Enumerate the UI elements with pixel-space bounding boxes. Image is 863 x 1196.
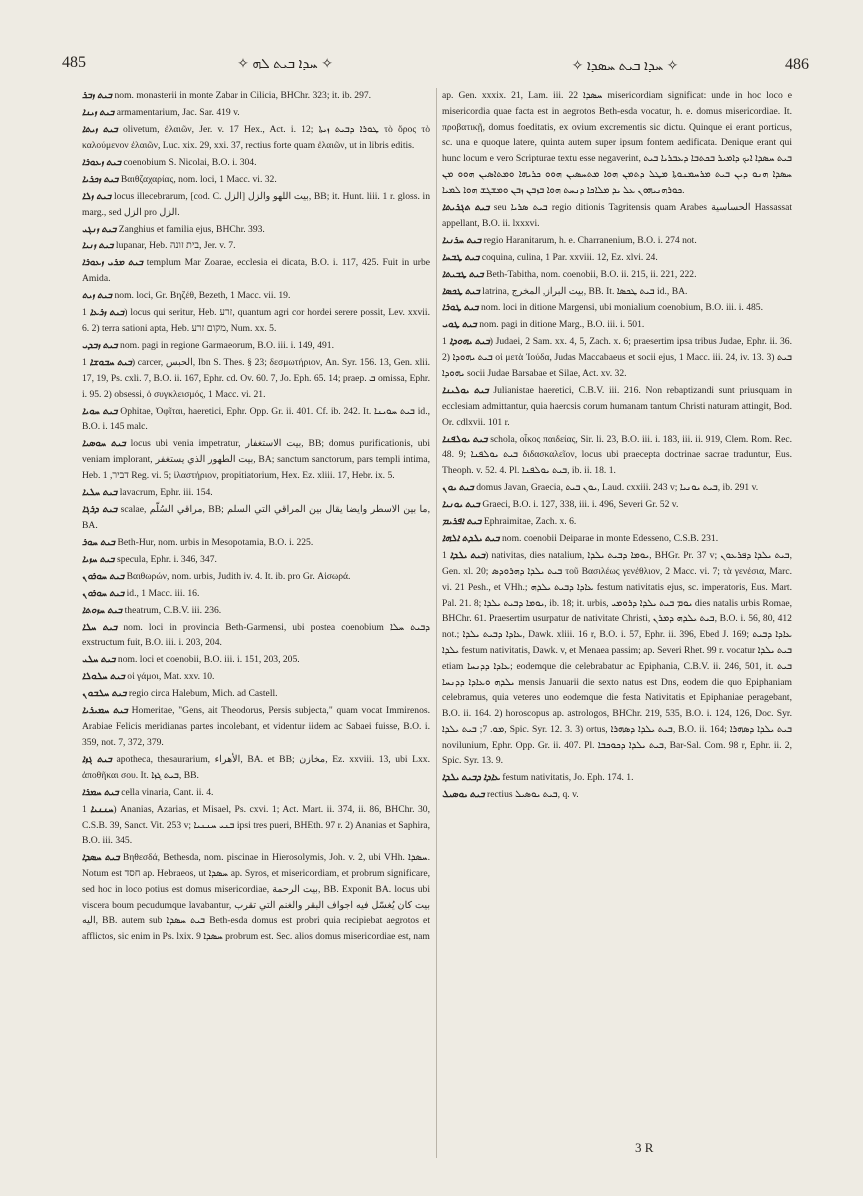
dictionary-entry [82,105,430,121]
dictionary-entry [442,383,792,430]
entry-text: Julianistae haeretici, C.B.V. iii. 216. Non rebaptizandi sunt priusquam in ecclesiam admittantur, quia haercsis corum humanam tantum Christi naturam attingit, Bod. Or. cdlxvii. 101 r. [442,385,793,428]
dictionary-entry [82,88,430,104]
entry-text: nom. monasterii in monte Zabar in Cilicia, BHChr. 323; it. ib. 297. [114,90,372,101]
entry-headword: ܒܝܬ ܐܦܪܝܡ [442,516,482,528]
dictionary-entry [82,255,430,287]
entry-headword: ܒܝܬ ܚܒܘܫܐ [89,357,132,368]
dictionary-entry [82,404,430,436]
entry-headword: ܒܝܬ ܚܠܝܐ [82,486,118,498]
entry-text: specula, Ephr. i. 346, 347. [116,553,217,565]
entry-headword: ܒܝܬ ܝܘܢܝܐ [442,499,480,511]
signature-mark: 3 R [635,1140,654,1155]
entry-headword: ܒܝܬ ܙܝܬܐ [82,123,118,135]
entry-headword: ܒܝܬ ܚܡܝܪܝܐ [82,705,128,717]
entry-text: 1) Ananias, Azarias, et Misael, Ps. cxvi. 1; Act. Mart. ii. 374, ii. 86, BHChr. 30, C.S.B. 39, Sanct. Vit. 253 v; ܒܢܝ ܚܢܢܝܐ ipsi tres pueri, BHEth. 97 r. 2) Ananias et Saphira, B.O. iii. 345. [82,803,430,847]
dictionary-entry [82,535,430,551]
dictionary-entry [442,514,792,530]
dictionary-entry [82,620,430,652]
entry-headword: ܒܝܬ ܛܟܣܐ [442,285,480,297]
dictionary-entry [82,355,430,402]
entry-headword: ܒܝܬ ܝܘܠܦܢܐ [442,433,488,445]
column-divider [436,88,437,1158]
entry-text: nom. loci, Gr. Βηζέθ, Bezeth, 1 Macc. vii. 19. [114,290,291,302]
entry-headword: ܒܝܬ ܚܠܝ [82,654,116,666]
entry-headword: ܒܝܬ ܚܘܪܘܢ [82,570,125,582]
dictionary-entry [82,288,430,304]
entry-text: scalae, مراقي السُلّم, BB; ما بين الاسطر وايضا يقال بين المراقي التي السلم, BA. [82,503,430,531]
entry-text: id., 1 Macc. iii. 16. [126,587,200,599]
entry-headword: ܒܝܬ ܙܝܬ [82,290,113,302]
dictionary-entry [82,172,430,188]
entry-text: Graeci, B.O. i. 127, 338, iii. i. 496, Severi Gr. 52 v. [482,499,679,511]
entry-text: ap. Gen. xxxix. 21, Lam. iii. 22 ܚܣܕܐ misericordiam significat: unde in hoc loco e misericordia quae facta est in aegrotos Beth-esda vocatur, h. e. domus misericordiae. It. προβατικῇ, domus foeditatis, ex ovium excrementis sic dictu. Quinque ei erant porticus, sc. una e quoque latere, quinta autem super ipsum fontem aedificata. Denique erant qui hunc locum e vero Scripturae textu esse negaverint, ܒܝܬ ܚܣܕܐ ܐܝܟ ܕܐܡܝܪ ܒܟܬܒܐ ܕܥܒܪܝܐ ܒܝܬ ܚܣܕܐ ܗܢܘ ܕܝܢ ܒܝܬ ܡܪܚܡܢܘܬܐ ܡܛܠ ܕܬܡܢ ܗܘܐ ܡܬܚܣܝܢ ܗܘܘ ܟܪܝܗܐ ܘܡܬܐܣܝܢ ܗܘܘ ܡܢ ܟܘܪܗܢܝܗܘܢ ܥܠ ܝܕ ܡܠܐܟܐ ܕܢܚܬ ܗܘܐ ܒܙܒܢ ܙܒܢ ܘܡܫܓܫ ܗܘܐ ܠܡܝܐ. [442,90,792,196]
dictionary-entry [442,317,792,333]
dictionary-entry [442,250,792,266]
entry-headword: ܒܝܬ ܚܪܢܝܐ [442,234,482,246]
dictionary-entry [82,850,430,945]
dictionary-entry [442,432,792,479]
entry-text: 1) carcer, الحبس, Ibn S. Thes. § 23; δεσμωτήριον, An. Syr. 156. 13, Gen. xlii. 17, 19, Ps. cxli. 7, B.O. ii. 167, Ephr. cd. Ov. 60. 7, Jo. Eph. 65. 14; praep. ܒ omissa, Ephr. i. 95. 2) obsessi, ὁ συγκλεισμός, 1 Macc. vi. 21. [82,357,431,400]
entry-headword: ܒܝܬ ܚܙܘܬܐ [82,604,123,616]
dictionary-entry [82,669,430,685]
dictionary-entry [442,480,792,496]
entry-text: locus illecebrarum, [cod. C. الزل] بيت اللهو والزل, BB; it. Hunt. liii. 1 r. gloss. in marg., sed الزل pro الزل. [82,190,431,218]
entry-headword: ܒܝܬ ܚܘܪܘܢ [82,587,125,599]
entry-headword: ܒܝܬ ܚܘܪ [82,536,116,548]
page-header [0,50,863,80]
entry-headword: ܒܝܬ ܝܠܕܬ ܐܠܗܐ [442,533,500,545]
entry-text: Zanghius et familia ejus, BHChr. 393. [118,223,265,235]
dictionary-entry [442,267,792,283]
entry-text: templum Mar Zoarae, ecclesia ei dicata, B.O. i. 117, 425. Fuit in urbe Amida. [82,257,430,285]
dictionary-entry [82,586,430,602]
entry-text: coenobium S. Nicolai, B.O. i. 304. [123,156,257,168]
entry-text: 1) Judaei, 2 Sam. xx. 4, 5, Zach. x. 6; praesertim ipsa tribus Judae, Ephr. ii. 36. 2) ܒܝܬ ܝܗܘܕܐ οἱ μετὰ Ἰούδα, Judas Maccabaeus et socii ejus, 1 Macc. iii. 24, iv. 13. 3) ܒܝܬ ܝܗܘܕܐ socii Judae Barsabae et Silae, Act. xv. 32. [442,336,793,380]
entry-text: lavacrum, Ephr. iii. 154. [119,486,213,498]
entry-headword: ܒܝܬ ܚܣܕܐ [82,852,120,864]
dictionary-entry [82,502,430,534]
entry-headword: ܒܝܬ ܝܠܕܐ [450,550,486,562]
entry-text: Βηθεσδά, Bethesda, nom. piscinae in Hierosolymis, Joh. v. 2, ubi VHh. ܚܣܕܐ. Notum est חסד ap. Hebraeos, ut ܚܣܕܐ ap. Syros, et misericordiam, et probrum significare, sed hoc in loco potius est domus misericordiae, بيت الرحمة, BB. Exponit BA. locus ubi viscera boum pecudumque lavabantur, بيت كان يُغسّل فيه اجواف البقر والغنم التي تقرب اليه, BB. autem sub ܒܝܬ ܚܣܕܐ Beth-esda domus est probri quia recipiebat aegrotos et afflictos, sic enim in Ps. lxix. 9 ܚܣܕܐ probrum est. Sec. alios domus misericordiae est, nam [82,852,431,943]
dictionary-entry [442,531,792,547]
left-page-number: 485 [62,54,86,71]
entry-text: nom. loci in provincia Beth-Garmensi, ubi postea coenobium ܕܒܝܬ ܚܠܐ exstructum fuit, B.O. iii. i. 203, 204. [82,621,430,649]
entry-text: Βαιθζαχαρίας, nom. loci, 1 Macc. vi. 32. [120,173,277,185]
entry-headword: ܒܝܬ ܚܠܘܠܐ [82,671,125,683]
entry-headword: ܒܝܬ ܙܒܪ [82,90,113,101]
dictionary-entry [442,497,792,513]
entry-headword: ܒܝܬ ܝܗܘܕܐ [449,336,490,348]
entry-text: nom. coenobii Deiparae in monte Edesseno, C.S.B. 231. [502,533,719,545]
entry-headword: ܒܝܬ ܝܘܠܝܢܐ [442,385,489,397]
left-column [82,88,430,946]
entry-text: nom. loci in ditione Margensi, ubi monialium coenobium, B.O. iii. i. 485. [480,302,764,314]
dictionary-entry [82,686,430,702]
entry-text: rectius ܒܝܬ ܝܘܣܝܠ, q. v. [487,789,579,801]
entry-headword: ܥܐܕܐ ܕܒܝܬ ܝܠܕܐ [442,772,500,784]
dictionary-entry [82,122,430,154]
entry-text: Ophitae, Ὀφῖται, haeretici, Ephr. Opp. Gr. ii. 401. Cf. ib. 242. It. ܒܝܬ ܚܘܝܢܐ id., B.O. i. 145 malc. [82,405,430,433]
entry-headword: ܒܝܬ ܛܘܝ [442,319,477,331]
entry-headword: ܒܝܬ ܝܘܣܝܠ [442,789,485,801]
dictionary-entry [82,802,430,849]
entry-text: locus ubi venia impetratur, بيت الاستغفار, BB; domus purificationis, ubi veniam implorant, بيت الطهور الذي يستغفر, BA; sanctum sanctorum, pars templi intima, Heb. דביר, 1 Reg. vi. 5; ἱλαστήριον, propitiatorium, Hex. Ez. xliii. 17, Hebr. ix. 5. [82,438,430,481]
entry-text: Βαιθωρών, nom. urbis, Judith iv. 4. It. ib. pro Gr. Αἰσωρά. [126,570,351,582]
dictionary-entry [82,785,430,801]
dictionary-entry [82,752,430,784]
entry-headword: ܒܝܬ ܙܒܕܝ [82,340,118,352]
dictionary-entry [442,787,792,803]
entry-text: armamentarium, Jac. Sar. 419 v. [116,106,240,118]
entry-headword: ܒܝܬ ܚܘܣܝܐ [82,438,126,450]
entry-headword: ܒܝܬ ܕܪܓܐ [82,503,118,515]
entry-text: οἱ γάμοι, Mat. xxv. 10. [127,671,215,683]
left-running-head: ✧ ܚܕܐ ܒܝܬ ܠܗ ✧ [237,57,333,72]
dictionary-entry [442,233,792,249]
entry-headword: ܒܝܬ ܙܥܘܪܐ [82,156,122,168]
dictionary-entry [82,436,430,483]
entry-text: Beth-Hur, nom. urbis in Mesopotamia, B.O. i. 225. [117,536,314,548]
dictionary-entry [82,338,430,354]
dictionary-entry [82,652,430,668]
dictionary-entry [82,189,430,221]
entry-headword: ܒܝܬ ܚܡܪܐ [82,786,119,798]
entry-headword: ܒܝܬ ܚܘܝܐ [82,405,118,417]
entry-text: domus Javan, Graecia, ܝܘܢ ܒܝܬ, Laud. cxxiii. 243 v; ܒܝܬ ܝܘܢܝܐ, ib. 291 v. [476,482,759,494]
entry-headword: ܒܝܬ ܚܠܒܘܢ [82,688,127,700]
dictionary-entry [82,238,430,254]
entry-text: seu ܒܝܬ ܣܪܝܐ regio ditionis Tagritensis quam Arabes الحساسية Hassassat appellant, B.O. ii. lxxxvi. [442,201,793,229]
dictionary-entry [442,88,792,199]
dictionary-entry [82,569,430,585]
entry-text: apotheca, thesaurarium, الأهراء, BA. et BB; مخازن, Ez. xxviii. 13, ubi Lxx. ἀποθῆκαι σου. It. ܒܝܬ ܓܙܐ, BB. [82,753,430,781]
right-page-number: 486 [785,56,809,73]
entry-headword: ܒܝܬ ܬܓܪܝܬܐ [442,201,490,213]
right-running-head: ✧ ܚܕܐ ܒܝܬ ܚܣܕܐ ✧ [571,59,679,74]
dictionary-entry [82,305,430,337]
entry-text: 1) nativitas, dies natalium, ܝܘܡܐ ܕܒܝܬ ܝܠܕܐ, BHGr. Pr. 37 v; ܒܝܬ ܝܠܕܐ ܕܦܪܥܘܢ, Gen. xl. 20; ܒܝܬ ܝܠܕܐ ܕܗܪܘܕܣ τοῦ Βασιλέως γενέθλιον, 2 Macc. vi. 7; τὰ γενέσια, Marc. vi. 21 Pesh., et VHh.; ܥܐܕܐ ܕܒܝܬ ܝܠܕܗ festum nativitatis ejus, sc. imperatoris, Eus. Mart. Pal. 21. 8; ܝܘܡܐ ܕܒܝܬ ܝܠܕܐ, ib. 18; it. urbis, ܝܘܡ ܒܝܬ ܝܠܕܐ ܕܪܘܡܝ dies natalis urbis Romae, BHChr. 61. Praesertim usurpatur de nativitate Christi, ܒܝܬ ܝܠܕܗ ܕܡܪܢ, B.O. i. 56, 80, 412 not.; ܥܐܕܐ ܕܒܝܬ ܝܠܕܐ, Dawk. xliii. 16 r, B.O. i. 57, Ephr. ii. 396, Ebed J. 169; ܥܐܕܐ ܕܒܝܬ ܝܠܕܐ festum nativitatis, Dawk. v, et Menaea passim; ap. Severi Rhet. 99 r. vocatur ܒܝܬ ܝܠܕܐ etiam ܥܐܕܐ ܕܕܢܚܐ; eodemque die celebrabatur ac Epiphania, C.B.V. ii. 246, 501, it. ܒܝܬ ܝܠܕܗ ܘܥܐܕܐ ܕܕܢܚܐ mensis Januarii die sexto natus est Dns, eodem die quo Epiphaniam celebramus, quia veteres uno eodemque die festa Nativitatis et Epiphaniae peragebant, B.O. ii. 164. 2) horoscopus ap. astrologos, BHChr. 219, 535, B.O. i. 124, 126, Doc. Syr. ܡܘ. 7; ܒܝܬ ܝܠܕܐ, Spic. Syr. 12. 3. 3) ortus, ܒܝܬ ܝܠܕܐ ܕܣܗܪܐ, B.O. ii. 164; ܒܝܬ ܝܠܕܐ ܕܣܗܪܐ novilunium, Ephr. Opp. Gr. ii. 407. Pl. ܒܝܬ ܝܠܕܐ ܕܟܘܟܒܐ, Bar-Sal. Com. 98 r, Ephr. ii. 2, Spic. Syr. 13. 9. [442,550,793,767]
entry-headword: ܒܝܬ ܙܟܪܝܐ [82,173,119,185]
dictionary-entry [442,300,792,316]
entry-text: coquina, culina, 1 Par. xxviii. 12, Ez. xlvi. 24. [481,251,658,263]
entry-headword: ܚܢܢܝܐ [90,803,114,815]
dictionary-entry [442,284,792,300]
entry-text: regio Haranitarum, h. e. Charranenium, B.O. i. 274 not. [483,234,697,246]
entry-headword: ܒܝܬ ܙܝܢܐ [82,106,115,118]
entry-text: regio circa Halebum, Mich. ad Castell. [128,688,278,700]
entry-headword: ܒܝܬ ܡܪܝ ܙܥܘܪܐ [82,257,143,269]
entry-headword: ܒܝܬ ܓܙܐ [82,753,112,765]
entry-text: 1) locus qui seritur, Heb. זרע, quantum agri cor hordei serere possit, Lev. xxvii. 6. 2) terra sationi apta, Heb. מקום זרע, Num. xx. 5. [82,307,430,335]
dictionary-entry [442,200,792,232]
entry-text: festum nativitatis, Jo. Eph. 174. 1. [502,772,634,784]
entry-text: lupanar, Heb. בית זונה, Jer. v. 7. [115,240,236,252]
entry-text: latrina, بيت البراز, المخرج, BB. It. ܒܝܬ ܛܟܣܐ id., BA. [482,285,688,297]
dictionary-entry [82,155,430,171]
entry-text: nom. pagi in ditione Marg., B.O. iii. i. 501. [479,319,645,331]
dictionary-entry [82,485,430,501]
dictionary-entry [82,552,430,568]
entry-text: Homeritae, "Gens, ait Theodorus, Persis subjecta," quam vocat Immirenos. Arabiae Felicis meridianas partes incolebant, et videntur iidem ac Sabaei fuisse, B.O. i. 359, not. 7, 372, 379. [82,705,431,748]
dictionary-entry [442,334,792,381]
entry-headword: ܒܝܬ ܛܒܚܐ [442,251,480,263]
entry-text: cella vinaria, Cant. ii. 4. [121,786,214,798]
entry-headword: ܒܝܬ ܚܠܐ [82,621,118,633]
dictionary-entry [442,548,792,769]
entry-text: Beth-Tabitha, nom. coenobii, B.O. ii. 215, ii. 221, 222. [486,268,697,280]
right-column [442,88,792,804]
entry-headword: ܒܝܬ ܙܠܐ [82,190,112,202]
entry-headword: ܒܝܬ ܙܢܓܝ [82,223,117,235]
entry-text: schola, οἶκος παιδείας, Sir. li. 23, B.O. iii. i. 183, iii. ii. 919, Clem. Rom. Rec. 48. 9; ܒܝܬ ܝܘܠܦܢܐ διδασκαλεῖον, locus ubi praecepta doctrinae sacrae traduntur, Eus. Theoph. v. 52. 4. Pl. ܒܝܬ ܝܘܠܦܢܐ, ib. ii. 18. 1. [442,433,792,477]
entry-headword: ܒܝܬ ܚܙܝܐ [82,553,115,565]
entry-text: Ephraimitae, Zach. x. 6. [483,516,577,528]
entry-headword: ܒܝܬ ܛܘܪܐ [442,302,479,314]
entry-text: nom. pagi in regione Garmaeorum, B.O. iii. i. 149, 491. [120,340,335,352]
dictionary-entry [82,703,430,750]
dictionary-entry [442,770,792,786]
entry-text: theatrum, C.B.V. iii. 236. [124,604,222,616]
dictionary-entry [82,222,430,238]
entry-headword: ܒܝܬ ܙܪܥܐ [89,307,125,319]
entry-headword: ܒܝܬ ܝܘܢ [442,482,474,494]
entry-headword: ܒܝܬ ܛܒܝܬܐ [442,268,484,280]
entry-headword: ܒܝܬ ܙܢܝܐ [82,240,114,252]
entry-text: nom. loci et coenobii, B.O. iii. i. 151, 203, 205. [117,654,300,666]
entry-text: olivetum, ἐλαιῶν, Jer. v. 17 Hex., Act. i. 12; ܛܘܪܐ ܕܒܝܬ ܙܝܬܐ τὸ ὄρος τὸ καλούμενον ἐλαιῶν, Luc. xix. 29, xxi. 37, rectius forte quam ἐλαιῶν, ut in libris editis. [82,123,430,151]
dictionary-entry [82,603,430,619]
